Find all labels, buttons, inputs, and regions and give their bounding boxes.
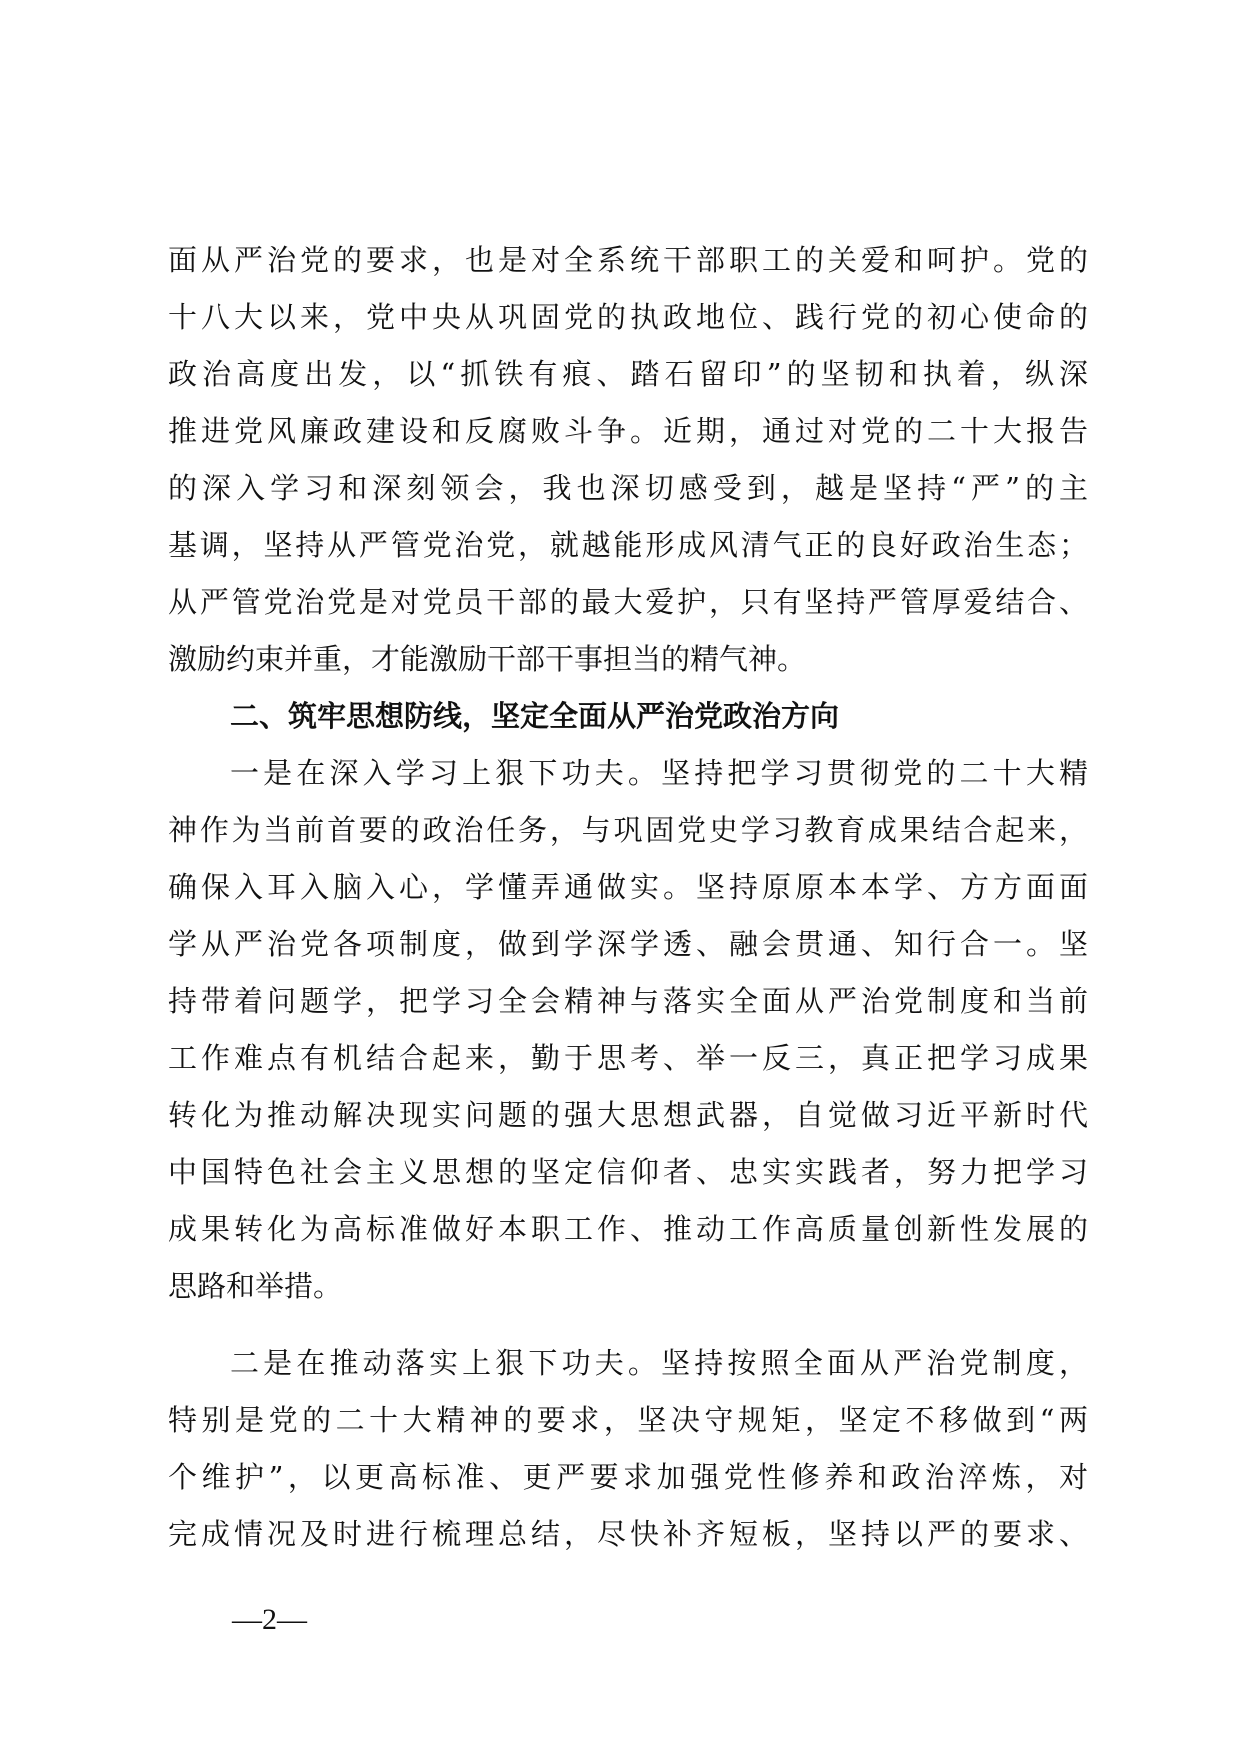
- text-line: 二是在推动落实上狠下功夫。坚持按照全面从严治党制度，: [230, 1346, 1088, 1380]
- text-line: 持带着问题学，把学习全会精神与落实全面从严治党制度和当前: [168, 984, 1088, 1018]
- text-line: 学从严治党各项制度，做到学深学透、融会贯通、知行合一。坚: [168, 927, 1088, 961]
- text-line: 工作难点有机结合起来，勤于思考、举一反三，真正把学习成果: [168, 1041, 1088, 1075]
- text-line: 完成情况及时进行梳理总结，尽快补齐短板，坚持以严的要求、: [168, 1517, 1088, 1551]
- text-line: 思路和举措。: [168, 1269, 343, 1303]
- text-line: 的深入学习和深刻领会，我也深切感受到，越是坚持“严”的主: [168, 471, 1088, 505]
- text-line: 从严管党治党是对党员干部的最大爱护，只有坚持严管厚爱结合、: [168, 585, 1088, 619]
- text-line: 十八大以来，党中央从巩固党的执政地位、践行党的初心使命的: [168, 300, 1088, 334]
- text-line: 推进党风廉政建设和反腐败斗争。近期，通过对党的二十大报告: [168, 414, 1088, 448]
- text-line: 中国特色社会主义思想的坚定信仰者、忠实实践者，努力把学习: [168, 1155, 1088, 1189]
- page-number: —2—: [232, 1603, 307, 1636]
- text-line: 特别是党的二十大精神的要求，坚决守规矩，坚定不移做到“两: [168, 1403, 1088, 1437]
- document-body: [168, 232, 1088, 1563]
- text-line: 面从严治党的要求，也是对全系统干部职工的关爱和呵护。党的: [168, 243, 1088, 277]
- section-heading: [168, 688, 1088, 745]
- text-line: 政治高度出发，以“抓铁有痕、踏石留印”的坚韧和执着，纵深: [168, 357, 1088, 391]
- paragraph: [168, 1335, 1088, 1563]
- paragraph: [168, 232, 1088, 688]
- text-line: 激励约束并重，才能激励干部干事担当的精气神。: [168, 642, 807, 676]
- paragraph: [168, 745, 1088, 1315]
- text-line: 成果转化为高标准做好本职工作、推动工作高质量创新性发展的: [168, 1212, 1088, 1246]
- text-line: 基调，坚持从严管党治党，就越能形成风清气正的良好政治生态；: [168, 528, 1088, 562]
- text-line: 神作为当前首要的政治任务，与巩固党史学习教育成果结合起来，: [168, 813, 1088, 847]
- text-line: 一是在深入学习上狠下功夫。坚持把学习贯彻党的二十大精: [230, 756, 1088, 790]
- text-line: 确保入耳入脑入心，学懂弄通做实。坚持原原本本学、方方面面: [168, 870, 1088, 904]
- paragraph-gap: [168, 1315, 1088, 1335]
- heading-line: 二、筑牢思想防线，坚定全面从严治党政治方向: [230, 699, 840, 733]
- text-line: 转化为推动解决现实问题的强大思想武器，自觉做习近平新时代: [168, 1098, 1088, 1132]
- text-line: 个维护”，以更高标准、更严要求加强党性修养和政治淬炼，对: [168, 1460, 1088, 1494]
